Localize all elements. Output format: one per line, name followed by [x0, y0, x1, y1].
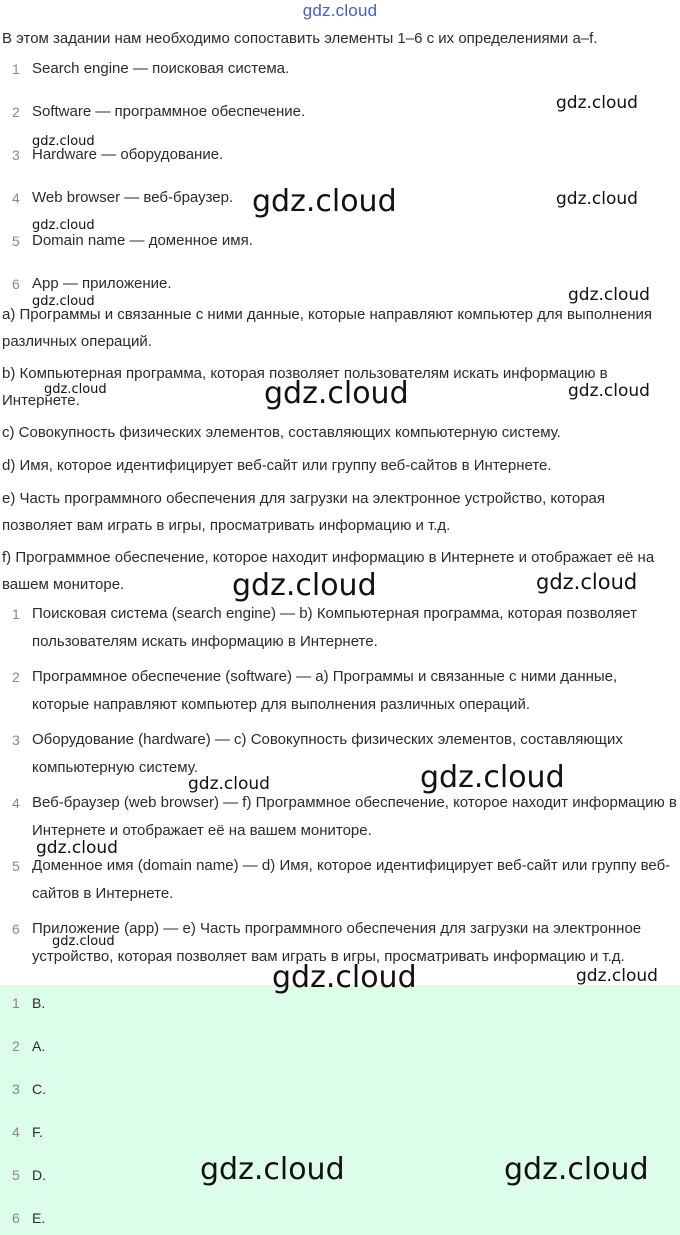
match-number: 5 [12, 858, 20, 874]
definition-c: c) Совокупность физических элементов, составляющих компьютерную систему. [2, 424, 561, 441]
item-text: Web browser — веб-браузер. [32, 189, 234, 206]
answers-box [0, 985, 680, 1235]
watermark: gdz.cloud [420, 760, 565, 795]
watermark: gdz.cloud [568, 285, 650, 305]
item-number: 3 [12, 147, 20, 163]
answer-value: A. [32, 1038, 46, 1054]
top-watermark: gdz.cloud [302, 1, 378, 20]
answer-number: 1 [12, 995, 20, 1011]
watermark: gdz.cloud [252, 184, 397, 219]
watermark: gdz.cloud [556, 189, 638, 209]
match-number: 4 [12, 795, 20, 811]
definition-a: a) Программы и связанные с ними данные, которые направляют компьютер для выполнения различных операций. [2, 306, 653, 350]
watermark: gdz.cloud [32, 134, 95, 149]
watermark: gdz.cloud [264, 376, 409, 411]
item-text: Software — программное обеспечение. [32, 103, 306, 120]
answer-number: 3 [12, 1081, 20, 1097]
watermark: gdz.cloud [232, 568, 377, 603]
item-number: 2 [12, 104, 20, 120]
watermark: gdz.cloud [536, 570, 638, 594]
match-text: Доменное имя (domain name) — d) Имя, которое идентифицирует веб-сайт или группу веб-сайтов в Интернете. [32, 857, 671, 902]
answer-value: E. [32, 1210, 46, 1226]
watermark: gdz.cloud [272, 960, 417, 995]
answer-value: F. [32, 1124, 43, 1140]
item-number: 4 [12, 190, 20, 206]
item-text: Domain name — доменное имя. [32, 232, 253, 249]
watermark: gdz.cloud [556, 93, 638, 113]
match-text: Программное обеспечение (software) — a) Программы и связанные с ними данные, которые направляют компьютер для выполнения различных операций. [32, 668, 618, 713]
answer-value: B. [32, 995, 46, 1011]
watermark: gdz.cloud [32, 218, 95, 233]
watermark: gdz.cloud [52, 934, 115, 949]
item-number: 5 [12, 233, 20, 249]
match-number: 3 [12, 732, 20, 748]
match-text: Веб-браузер (web browser) — f) Программное обеспечение, которое находит информацию в Интернете и отображает её на вашем мониторе. [32, 794, 677, 839]
match-text: Поисковая система (search engine) — b) Компьютерная программа, которая позволяет пользователям искать информацию в Интернете. [32, 605, 637, 650]
item-number: 1 [12, 61, 20, 77]
match-text: Оборудование (hardware) — c) Совокупность физических элементов, составляющих компьютерную систему. [32, 731, 623, 776]
watermark: gdz.cloud [200, 1152, 345, 1187]
watermark: gdz.cloud [44, 382, 107, 397]
item-text: App — приложение. [32, 275, 172, 292]
answer-number: 6 [12, 1210, 20, 1226]
answer-number: 5 [12, 1167, 20, 1183]
answer-number: 2 [12, 1038, 20, 1054]
answer-value: C. [32, 1081, 46, 1097]
item-text: Search engine — поисковая система. [32, 60, 290, 77]
definition-d: d) Имя, которое идентифицирует веб-сайт или группу веб-сайтов в Интернете. [2, 457, 552, 474]
match-number: 1 [12, 606, 20, 622]
watermark: gdz.cloud [504, 1152, 649, 1187]
watermark: gdz.cloud [188, 774, 270, 794]
match-number: 6 [12, 921, 20, 937]
answer-value: D. [32, 1167, 46, 1183]
definition-e: e) Часть программного обеспечения для загрузки на электронное устройство, которая позволяет вам играть в игры, просматривать информацию и т.д. [2, 490, 606, 534]
watermark: gdz.cloud [36, 838, 118, 858]
definition-f: f) Программное обеспечение, которое находит информацию в Интернете и отображает её на вашем мониторе. [2, 549, 655, 593]
match-number: 2 [12, 669, 20, 685]
intro-text: В этом задании нам необходимо сопоставить элементы 1–6 с их определениями a–f. [2, 30, 598, 47]
item-text: Hardware — оборудование. [32, 146, 224, 163]
match-text: Приложение (app) — e) Часть программного обеспечения для загрузки на электронное устройство, которая позволяет вам играть в игры, просматривать информацию и т.д. [32, 920, 642, 965]
watermark: gdz.cloud [576, 966, 658, 986]
definition-b: b) Компьютерная программа, которая позволяет пользователям искать информацию в Интернете. [2, 365, 608, 409]
watermark: gdz.cloud [568, 381, 650, 401]
answer-number: 4 [12, 1124, 20, 1140]
watermark: gdz.cloud [32, 294, 95, 309]
item-number: 6 [12, 276, 20, 292]
